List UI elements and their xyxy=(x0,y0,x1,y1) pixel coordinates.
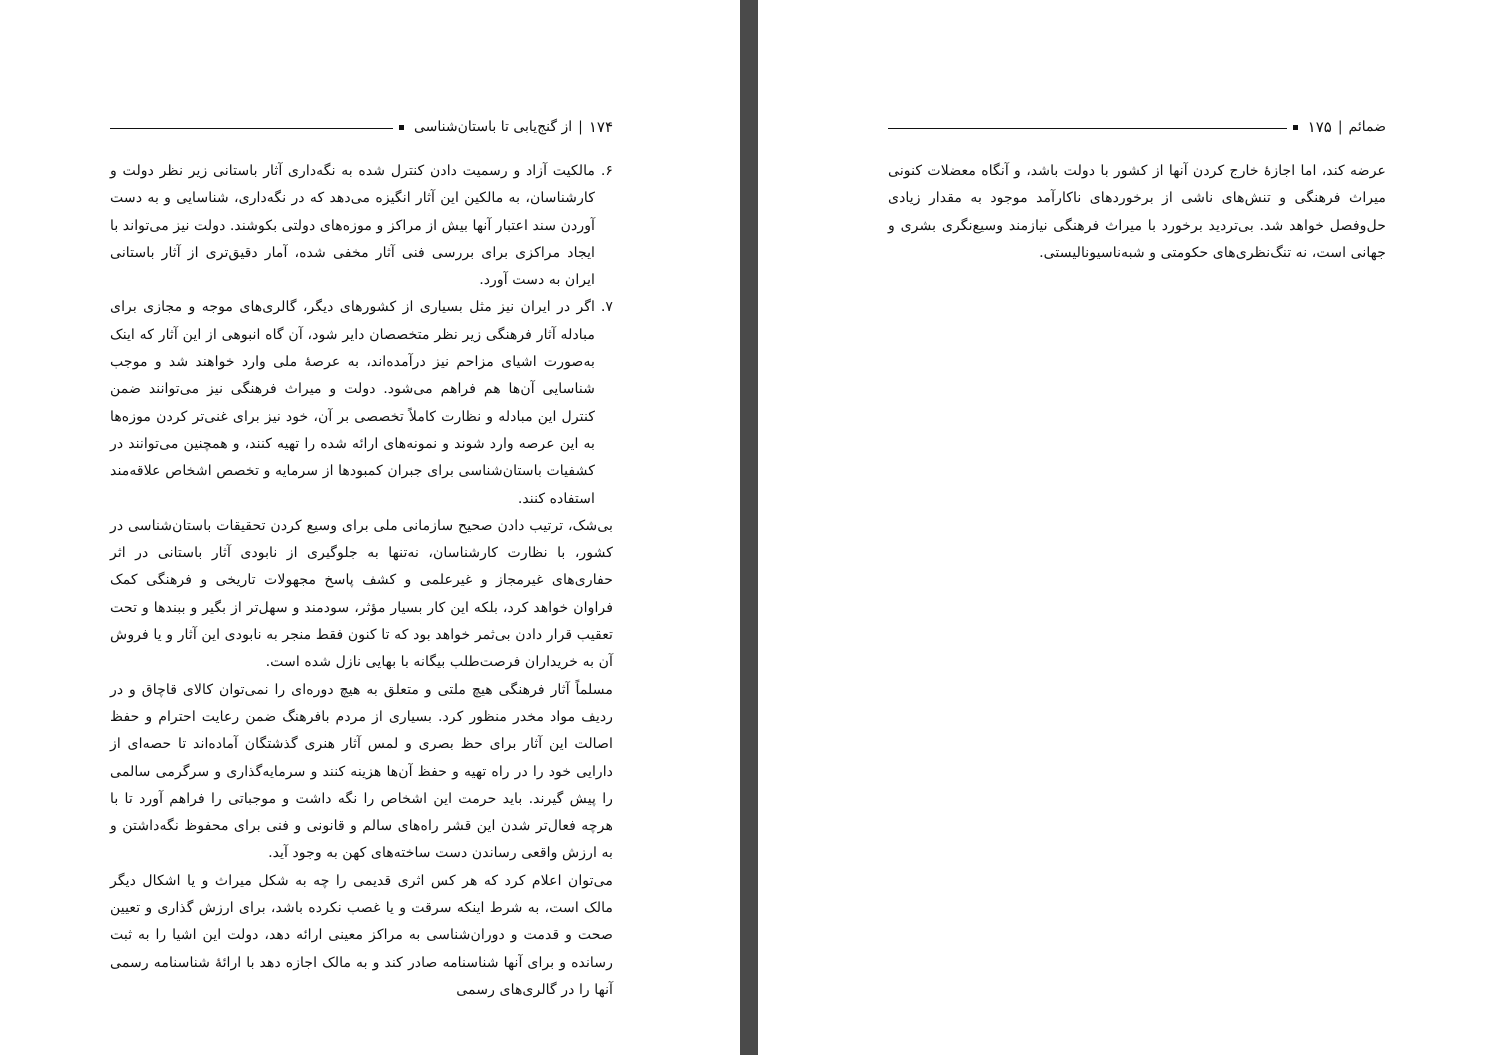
header-square-icon xyxy=(399,125,404,130)
right-page-body xyxy=(888,158,1386,267)
header-separator: | xyxy=(1337,119,1343,135)
running-title: از گنج‌یابی تا باستان‌شناسی xyxy=(414,119,573,135)
right-page-header xyxy=(888,110,1386,138)
list-item xyxy=(110,294,613,512)
paragraph: عرضه کند، اما اجازهٔ خارج کردن آنها از کشور با دولت باشد، و آنگاه معضلات کنونی میراث فرهنگی و تنش‌های ناشی از برخوردهای ناکارآمد موجود به مقدار زیادی حل‌وفصل خواهد شد. بی‌تردید برخورد با میراث فرهنگی نیازمند وسیع‌نگری بشری و جهانی است، نه تنگ‌نظری‌های حکومتی و شبه‌ناسیونالیستی. xyxy=(888,163,1386,261)
paragraph: مسلماً آثار فرهنگی هیچ ملتی و متعلق به هیچ دوره‌ای را نمی‌توان کالای قاچاق و در ردیف مواد مخدر منظور کرد. بسیاری از مردم بافرهنگ ضمن رعایت احترام و حفظ اصالت این آثار برای حظ بصری و لمس آثار هنری گذشتگان آماده‌اند تا حصه‌ای از دارایی خود را در راه تهیه و حفظ آن‌ها هزینه کنند و سرمایه‌گذاری و سرگرمی سالمی را پیش گیرند. باید حرمت این اشخاص را نگه داشت و موجباتی را فراهم آورد تا با هرچه فعال‌تر شدن این قشر راه‌های سالم و قانونی و فنی برای محفوظ نگه‌داشتن و به ارزش واقعی رساندن دست ساخته‌های کهن به وجود آید. xyxy=(110,681,613,862)
header-label xyxy=(393,118,613,136)
left-page xyxy=(0,0,740,1055)
header-separator: | xyxy=(578,119,583,135)
page-number: ۱۷۴ xyxy=(588,118,613,136)
list-number: ۷. xyxy=(600,299,613,316)
right-page xyxy=(758,0,1496,1055)
header-label xyxy=(1287,118,1386,136)
page-gutter xyxy=(740,0,758,1055)
paragraph: بی‌شک، ترتیب دادن صحیح سازمانی ملی برای وسیع کردن تحقیقات باستان‌شناسی در کشور، با نظارت کارشناسان، نه‌تنها به جلوگیری از نابودی آثار باستانی در اثر حفاری‌های غیرمجاز و غیرعلمی و کشف پاسخ مجهولات تاریخی و فرهنگی کمک فراوان خواهد کرد، بلکه این کار بسیار مؤثر، سودمند و سهل‌تر از بگیر و ببندها و تحت تعقیب قرار دادن بی‌ثمر خواهد بود که تا کنون فقط منجر به نابودی این آثار و یا فروش آن به خریداران فرصت‌طلب بیگانه با بهایی نازل شده است. xyxy=(110,517,613,671)
left-page-header xyxy=(110,110,613,138)
list-text: مالکیت آزاد و رسمیت دادن کنترل شده به نگه‌داری آثار باستانی زیر نظر دولت و کارشناسان، به مالکین این آثار انگیزه می‌دهد که در نگه‌داری، شناسایی و به دست آوردن سند اعتبار آنها بیش از مراکز و موزه‌های دولتی بکوشند. دولت نیز می‌تواند با ایجاد مراکزی برای بررسی فنی آثار مخفی شده، آمار دقیق‌تری از آثار باستانی ایران به دست آورد. xyxy=(110,163,595,289)
list-number: ۶. xyxy=(600,163,613,179)
list-text: اگر در ایران نیز مثل بسیاری از کشورهای دیگر، گالری‌های موجه و مجازی برای مبادله آثار فرهنگی زیر نظر متخصصان دایر شود، آن گاه انبوهی از این آثار که اینک به‌صورت اشیای مزاحم نیز درآمده‌اند، به عرصهٔ ملی وارد خواهند شد و موجب شناسایی آن‌ها هم فراهم می‌شود. دولت و میراث فرهنگی نیز می‌توانند ضمن کنترل این مبادله و نظارت کاملاً تخصصی بر آن، خود نیز برای غنی‌تر کردن موزه‌ها به این عرصه وارد شوند و نمونه‌های ارائه شده را تهیه کنند، و همچنین می‌توانند در کشفیات باستان‌شناسی برای جبران کمبودها از سرمایه و تخصص اشخاص علاقه‌مند استفاده کنند. xyxy=(110,299,595,507)
list-item xyxy=(110,158,613,294)
page-number: ۱۷۵ xyxy=(1307,118,1332,136)
header-square-icon xyxy=(1293,125,1298,130)
left-page-body xyxy=(110,158,613,1004)
running-title: ضمائم xyxy=(1348,119,1386,135)
paragraph: می‌توان اعلام کرد که هر کس اثری قدیمی را چه به شکل میراث و یا اشکال دیگر مالک است، به شرط اینکه سرقت و یا غصب نکرده باشد، برای ارزش گذاری و تعیین صحت و قدمت و دوران‌شناسی به مراکز معینی ارائه دهد، دولت این اشیا را به ثبت رسانده و برای آنها شناسنامه صادر کند و به مالک اجازه دهد با ارائهٔ شناسنامه رسمی آنها را در گالری‌های رسمی xyxy=(110,872,613,998)
